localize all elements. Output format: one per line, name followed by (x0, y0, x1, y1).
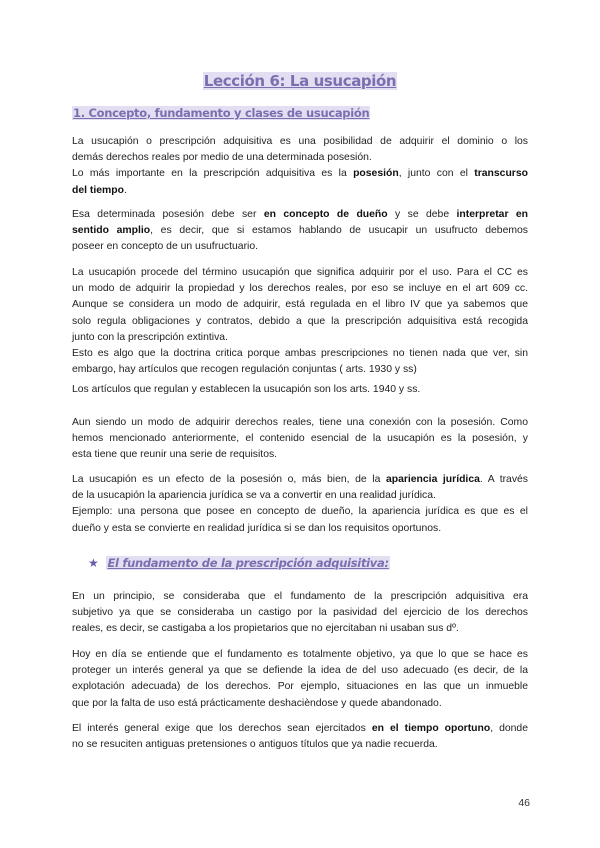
text-line: reales, es decir, se castigaba a los propietarios que no ejercitaban ni usaban sus dº. (72, 623, 459, 635)
page-number: 46 (518, 797, 530, 809)
bold-term: en concepto de dueño (263, 209, 388, 220)
bold-term: transcurso (474, 168, 528, 180)
text-line: de la usucapión la apariencia jurídica se va a convertir en una realidad jurídica. (72, 490, 436, 502)
text-line: dueño y esta se convierte en realidad jurídica si se dan los requisitos oportunos. (72, 522, 442, 534)
bold-term: apariencia jurídica (385, 474, 480, 485)
text-line: que por la falta de uso está prácticamente deshacièndose y quede abandonado. (72, 697, 442, 709)
text-line: hemos mencionado anteriormente, el contenido esencial de la usucapión es la posesión, y (72, 433, 528, 445)
star-icon: ★ (88, 556, 99, 570)
paragraph-connection (72, 415, 528, 464)
bold-term: interpretar en (456, 209, 528, 220)
text-line: embargo, hay artículos que recogen regulación conjuntas ( arts. 1930 y ss) (72, 364, 417, 376)
text-line: Los artículos que regulan y establecen la usucapión son los arts. 1940 y ss. (72, 384, 421, 395)
bold-term: del tiempo (72, 184, 124, 196)
text-line: un modo de adquirir la propiedad y los derechos reales, por eso se incluye en el art 609 cc. (72, 283, 528, 295)
paragraph-definition (72, 134, 528, 199)
text-line: Hoy en día se entiende que el fundamento es totalmente objetivo, ya que lo que se hace es (72, 649, 528, 660)
text-line: poseer en concepto de un usufructuario. (72, 241, 259, 253)
text-line: demás derechos reales por medio de una determinada posesión. (72, 152, 372, 164)
text-line: sentido amplio, es decir, que si estamos hablando de usucapir un usufructo debemos (72, 225, 528, 237)
text-line: La usucapión procede del término usucapión que significa adquirir por el uso. Para el CC es (72, 267, 528, 278)
paragraph-articles (72, 382, 528, 398)
lesson-title-text: Lección 6: La usucapión (203, 72, 397, 90)
text-line: El interés general exige que los derechos sean ejercitados en el tiempo oportuno, donde (72, 723, 528, 734)
lesson-title (0, 72, 600, 90)
bold-term: en el tiempo oportuno (371, 723, 491, 734)
text-line: La usucapión es un efecto de la posesión o, más bien, de la apariencia jurídica. A través (72, 474, 528, 485)
text-line: La usucapión o prescripción adquisitiva es una posibilidad de adquirir el dominio o los (72, 136, 528, 147)
text-line: explotación adecuada) de los derechos. Por ejemplo, situaciones en las que un inmueble (72, 681, 528, 693)
text-line: Ejemplo: una persona que posee en concepto de dueño, la apariencia jurídica es que es el (72, 506, 528, 518)
text-line: del tiempo. (72, 184, 127, 196)
text-line: no se resuciten antiguas pretensiones o antiguos títulos que ya nadie recuerda. (72, 739, 438, 751)
text-line: Lo más importante en la prescripción adquisitiva es la posesión, junto con el transcurso (72, 168, 528, 180)
paragraph-appearance (72, 472, 528, 537)
text-line: junto con la prescripción extintiva. (72, 331, 228, 343)
subheading-text: El fundamento de la prescripción adquisitiva: (107, 556, 389, 570)
paragraph-subjective (72, 589, 528, 638)
bold-term: posesión (353, 168, 399, 180)
text-line: solo regula obligaciones y contratos, debido a que la prescripción adquisitiva está recogida (72, 315, 528, 327)
bold-term: sentido amplio (72, 225, 151, 237)
paragraph-general-interest (72, 721, 528, 753)
paragraph-objective (72, 647, 528, 712)
subheading-fundamento (88, 556, 390, 570)
text-line: Esto es algo que la doctrina critica porque ambas prescripciones no tienen nada que ver, sin (72, 347, 528, 359)
text-line: En un principio, se consideraba que el fundamento de la prescripción adquisitiva era (72, 591, 528, 602)
text-line: Aunque se considera un modo de adquirir, está regulada en el libro IV que ya sabemos que (72, 299, 528, 311)
paragraph-possession (72, 207, 528, 256)
text-line: Aun siendo un modo de adquirir derechos reales, tiene una conexión con la posesión. Como (72, 417, 528, 428)
section-title-text: 1. Concepto, fundamento y clases de usucapión (73, 106, 370, 120)
text-line: Esa determinada posesión debe ser en concepto de dueño y se debe interpretar en (72, 209, 528, 220)
text-line: esta tiene que reunir una serie de requisitos. (72, 449, 278, 461)
paragraph-origin (72, 265, 528, 378)
text-line: proteger un interés general ya que se defiende la idea de del uso adecuado (es decir, de la (72, 665, 528, 677)
text-line: subjetivo ya que se consideraba un castigo por la pasividad del ejercicio de los derechos (72, 607, 528, 619)
section-title (72, 106, 370, 120)
